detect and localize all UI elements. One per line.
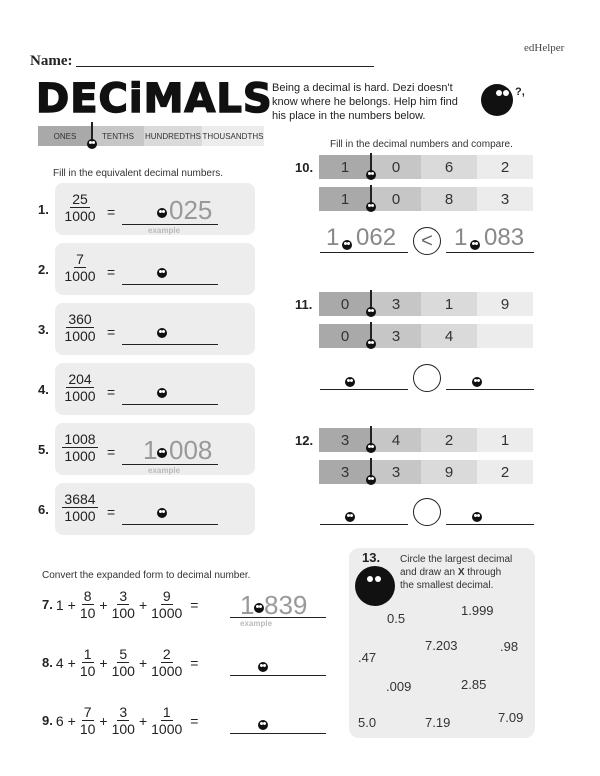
digit-hundredths: 9 <box>421 460 477 484</box>
answer-line[interactable] <box>446 524 534 525</box>
decimal-option[interactable]: 2.85 <box>461 677 487 692</box>
digit-thousandths <box>477 324 533 348</box>
decimal-dot-icon <box>157 268 167 278</box>
decimal-dot-icon <box>157 328 167 338</box>
decimal-option[interactable]: 5.0 <box>358 715 377 730</box>
equals-sign: = <box>107 264 116 280</box>
decimal-dot-icon <box>470 240 480 250</box>
digit-ones: 1 <box>319 187 371 211</box>
fraction: $\frac{3}{100}$ <box>111 588 135 621</box>
equals-sign: = <box>190 712 199 729</box>
dezi-dot-icon <box>366 443 376 453</box>
place-tenths: TENTHS <box>92 126 144 146</box>
dezi-dot-icon <box>366 202 376 212</box>
denominator: 1000 <box>64 508 96 524</box>
compare-row <box>319 292 533 316</box>
expanded-instruction: Convert the expanded form to decimal number. <box>42 570 251 581</box>
left-instruction: Fill in the equivalent decimal numbers. <box>53 168 224 179</box>
fraction: $\frac{5}{100}$ <box>111 646 135 679</box>
digit-ones: 1 <box>319 155 371 179</box>
numerator: 204 <box>68 371 92 387</box>
example-tag: example <box>148 466 181 475</box>
fraction <box>58 251 102 284</box>
problem-number: 11. <box>295 297 313 312</box>
digit-tenths: 0 <box>371 187 421 211</box>
decimal-dot-icon <box>342 240 352 250</box>
numerator: 7 <box>76 251 84 267</box>
plus-sign: + <box>138 654 148 671</box>
plus-sign: + <box>99 596 108 613</box>
example-right-decimal: 083 <box>484 224 525 251</box>
answer-line[interactable] <box>320 524 408 525</box>
digit-thousandths: 3 <box>477 187 533 211</box>
fraction: $\frac{9}{1000}$ <box>151 588 183 621</box>
compare-circle[interactable] <box>413 227 441 255</box>
digit-hundredths: 1 <box>421 292 477 316</box>
expanded-problem-8 <box>42 646 198 679</box>
dezi-mascot-icon <box>355 566 395 606</box>
question-mark: ?, <box>515 86 525 98</box>
dezi-dot-icon <box>366 307 376 317</box>
digit-tenths: 3 <box>371 460 421 484</box>
denominator: 1000 <box>64 448 96 464</box>
fraction <box>58 311 102 344</box>
brand-label: edHelper <box>524 42 565 54</box>
problem-number: 6. <box>38 502 49 517</box>
digit-tenths: 3 <box>371 324 421 348</box>
dezi-mascot-icon <box>481 84 513 116</box>
example-answer: 839 <box>264 590 308 620</box>
decimal-dot-icon <box>254 603 264 613</box>
equals-sign: = <box>107 324 116 340</box>
decimal-dot-icon <box>345 512 355 522</box>
fraction: $\frac{1}{1000}$ <box>151 704 183 737</box>
denominator: 1000 <box>64 208 96 224</box>
digit-ones: 3 <box>319 428 371 452</box>
plus-sign: + <box>138 596 148 613</box>
plus-sign: + <box>67 712 76 729</box>
plus-sign: + <box>67 654 76 671</box>
compare-row <box>319 187 533 211</box>
decimal-dot-icon <box>157 508 167 518</box>
problem-number: 4. <box>38 382 49 397</box>
fraction <box>58 191 102 224</box>
numerator: 1008 <box>64 431 96 447</box>
problem-number: 1. <box>38 202 49 217</box>
decimal-option[interactable]: .009 <box>386 679 412 694</box>
denominator: 1000 <box>64 388 96 404</box>
dezi-dot-icon <box>87 139 97 149</box>
equals-sign: = <box>107 384 116 400</box>
decimal-option[interactable]: .47 <box>358 650 377 665</box>
fraction: $\frac{2}{1000}$ <box>151 646 183 679</box>
denominator: 1000 <box>64 328 96 344</box>
equals-sign: = <box>107 204 116 220</box>
digit-tenths: 3 <box>371 292 421 316</box>
decimal-dot-icon <box>345 377 355 387</box>
problem-number: 9. <box>42 713 53 728</box>
fraction: $\frac{8}{10}$ <box>79 588 96 621</box>
name-label: Name: <box>30 53 73 69</box>
whole-part: 6 <box>55 712 64 729</box>
numerator: 360 <box>68 311 92 327</box>
digit-thousandths: 2 <box>477 155 533 179</box>
equals-sign: = <box>190 596 199 613</box>
example-left-decimal: 062 <box>356 224 397 251</box>
worksheet-title: DECiMALS <box>36 76 273 122</box>
example-left-whole: 1 <box>326 224 340 251</box>
decimal-option[interactable]: 0.5 <box>387 611 406 626</box>
dezi-dot-icon <box>366 170 376 180</box>
decimal-dot-icon <box>472 377 482 387</box>
decimal-option[interactable]: 7.203 <box>425 638 458 653</box>
compare-row <box>319 460 533 484</box>
problem-number: 3. <box>38 322 49 337</box>
digit-hundredths: 6 <box>421 155 477 179</box>
answer-line[interactable] <box>122 404 218 405</box>
digit-hundredths: 2 <box>421 428 477 452</box>
problem-number: 12. <box>295 433 314 448</box>
problem-number: 8. <box>42 655 53 670</box>
plus-sign: + <box>99 654 108 671</box>
decimal-dot-icon <box>472 512 482 522</box>
fraction: $\frac{7}{10}$ <box>79 704 96 737</box>
example-answer-whole: 1 <box>240 590 255 620</box>
answer-line[interactable] <box>230 733 326 734</box>
dezi-dot-icon <box>366 339 376 349</box>
decimal-dot-icon <box>258 720 268 730</box>
answer-line[interactable] <box>446 252 534 253</box>
name-field[interactable] <box>76 66 374 67</box>
answer-line[interactable] <box>122 524 218 525</box>
compare-symbol: < <box>421 229 433 252</box>
digit-ones: 3 <box>319 460 371 484</box>
place-value-bar <box>38 126 264 146</box>
answer-line[interactable] <box>230 675 326 676</box>
equals-sign: = <box>107 504 116 520</box>
place-thousandths: THOUSANDTHS <box>202 126 264 146</box>
decimal-dot-icon <box>157 388 167 398</box>
answer-line[interactable] <box>320 389 408 390</box>
place-hundredths: HUNDREDTHS <box>144 126 202 146</box>
decimal-dot-icon <box>157 208 167 218</box>
compare-circle[interactable] <box>413 364 441 392</box>
intro-text: Being a decimal is hard. Dezi doesn't know where he belongs. Help him find his place in the numbers below. <box>272 82 458 122</box>
denominator: 1000 <box>64 268 96 284</box>
equals-sign: = <box>107 444 116 460</box>
problem-number: 10. <box>295 160 314 175</box>
fraction: $\frac{3}{100}$ <box>111 704 135 737</box>
dezi-dot-icon <box>366 475 376 485</box>
expanded-problem-9 <box>42 704 198 737</box>
example-answer-whole: 1 <box>143 435 158 465</box>
right-instruction: Fill in the decimal numbers and compare. <box>330 139 513 150</box>
problem-number: 2. <box>38 262 49 277</box>
numerator: 25 <box>72 191 88 207</box>
numerator: 3684 <box>64 491 96 507</box>
compare-row <box>319 428 533 452</box>
expanded-problem-7 <box>42 588 198 621</box>
example-tag: example <box>240 619 273 628</box>
digit-thousandths: 1 <box>477 428 533 452</box>
example-right-whole: 1 <box>454 224 468 251</box>
problem-number: 7. <box>42 597 53 612</box>
answer-line[interactable] <box>320 252 408 253</box>
decimal-dot-icon <box>157 448 167 458</box>
plus-sign: + <box>138 712 148 729</box>
decimal-option[interactable]: 7.19 <box>425 715 451 730</box>
fraction <box>58 371 102 404</box>
digit-ones: 0 <box>319 324 371 348</box>
example-answer: 008 <box>169 435 213 465</box>
answer-line[interactable] <box>446 389 534 390</box>
digit-hundredths: 4 <box>421 324 477 348</box>
fraction <box>58 431 102 464</box>
plus-sign: + <box>67 596 76 613</box>
problem-number: 13. <box>362 550 381 565</box>
digit-thousandths: 9 <box>477 292 533 316</box>
decimal-option[interactable]: 1.999 <box>461 603 494 618</box>
whole-part: 4 <box>55 654 64 671</box>
decimal-option[interactable]: 7.09 <box>498 710 524 725</box>
digit-tenths: 0 <box>371 155 421 179</box>
compare-circle[interactable] <box>413 498 441 526</box>
decimal-dot-icon <box>258 662 268 672</box>
whole-part: 1 <box>55 596 64 613</box>
equals-sign: = <box>190 654 199 671</box>
example-answer: 025 <box>169 195 213 225</box>
digit-tenths: 4 <box>371 428 421 452</box>
answer-line[interactable] <box>122 284 218 285</box>
answer-line[interactable] <box>122 344 218 345</box>
fraction: $\frac{1}{10}$ <box>79 646 96 679</box>
place-ones: ONES <box>38 126 92 146</box>
compare-row <box>319 324 533 348</box>
circle-instruction: Circle the largest decimal and draw an X through the smallest decimal. <box>400 554 513 591</box>
example-tag: example <box>148 226 181 235</box>
digit-hundredths: 8 <box>421 187 477 211</box>
plus-sign: + <box>99 712 108 729</box>
digit-ones: 0 <box>319 292 371 316</box>
decimal-option[interactable]: .98 <box>500 639 519 654</box>
digit-thousandths: 2 <box>477 460 533 484</box>
problem-number: 5. <box>38 442 49 457</box>
compare-row <box>319 155 533 179</box>
fraction <box>58 491 102 524</box>
